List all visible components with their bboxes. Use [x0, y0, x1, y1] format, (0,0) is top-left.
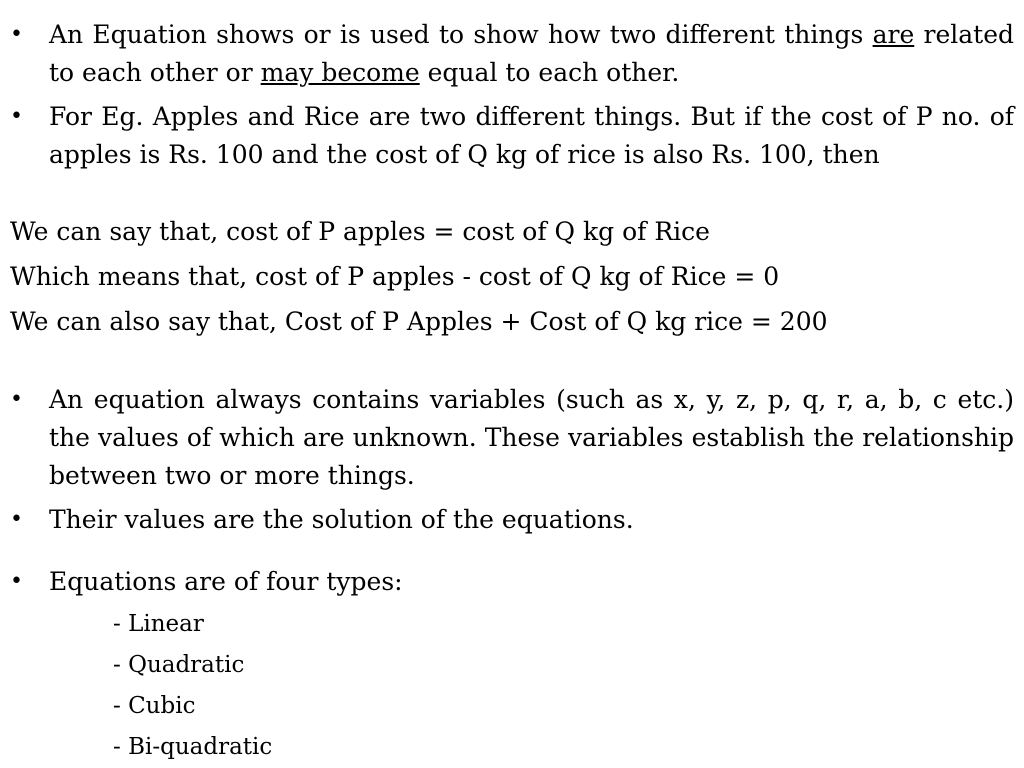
line-cost-sum: We can also say that, Cost of P Apples + Cost of Q kg rice = 200 [10, 307, 828, 336]
bullet-text: An Equation shows or is used to show how two different things are related to each other or may become equal to each other. [49, 20, 1015, 87]
bullet-text: Equations are of four types: [49, 567, 403, 596]
underlined-are: are [872, 20, 915, 49]
bullet-dot: • [10, 104, 23, 129]
bullet-equation-definition [10, 16, 1014, 92]
type-linear: - Linear [113, 611, 204, 637]
underlined-may-become: may become [260, 58, 420, 87]
bullet-dot: • [10, 22, 23, 47]
bullet-solution [10, 501, 1014, 539]
type-quadratic: - Quadratic [113, 652, 245, 678]
bullet-variables [10, 381, 1014, 495]
bullet-dot: • [10, 569, 23, 594]
line-cost-difference: Which means that, cost of P apples - cost of Q kg of Rice = 0 [10, 262, 780, 291]
bullet-types [10, 563, 1014, 601]
type-bi-quadratic: - Bi-quadratic [113, 734, 273, 760]
bullet-text: An equation always contains variables (such as x, y, z, p, q, r, a, b, c etc.) the values of which are unknown. These variables establish the relationship between two or more things. [49, 385, 1014, 490]
bullet-example [10, 98, 1014, 174]
bullet-text: For Eg. Apples and Rice are two different things. But if the cost of P no. of apples is Rs. 100 and the cost of Q kg of rice is also Rs. 100, then [49, 102, 1014, 169]
line-cost-equal: We can say that, cost of P apples = cost of Q kg of Rice [10, 217, 710, 246]
bullet-text: Their values are the solution of the equations. [49, 505, 634, 534]
bullet-dot: • [10, 507, 23, 532]
bullet-dot: • [10, 387, 23, 412]
type-cubic: - Cubic [113, 693, 196, 719]
